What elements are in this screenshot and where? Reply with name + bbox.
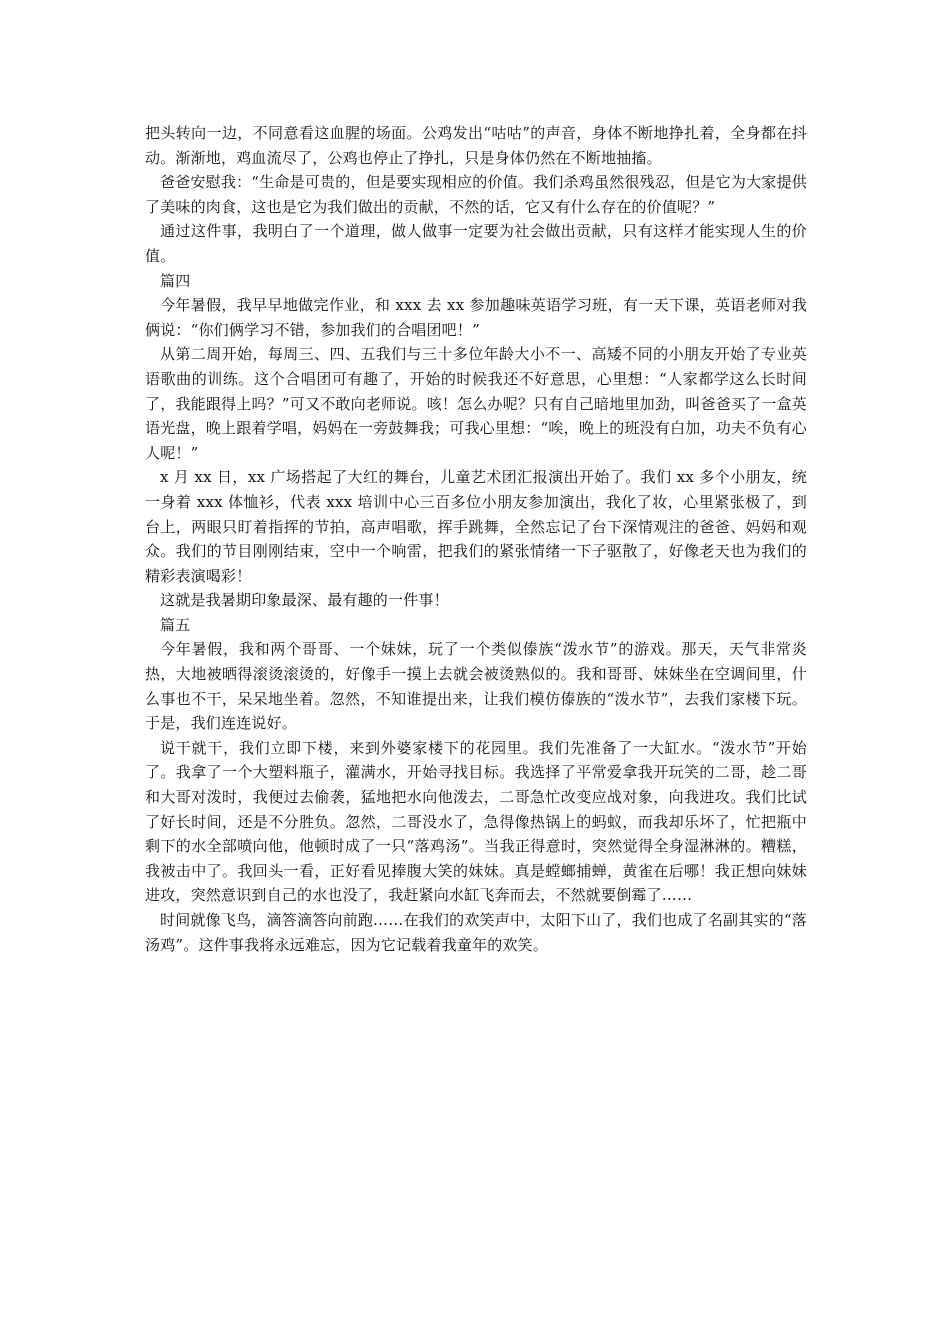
document-body [145,121,807,957]
paragraph-5: 从第二周开始，每周三、四、五我们与三十多位年龄大小不一、高矮不同的小朋友开始了专业英语歌曲的训练。这个合唱团可有趣了，开始的时候我还不好意思，心里想：“人家都学这么长时间了，我能跟得上吗？”可又不敢向老师说。咳！怎么办呢？只有自己暗地里加劲，叫爸爸买了一盒英语光盘，晚上跟着学唱，妈妈在一旁鼓舞我；可我心里想：“唉，晚上的班没有白加，功夫不负有心人呢！” [145,345,807,462]
paragraph-10: 时间就像飞鸟，滴答滴答向前跑……在我们的欢笑声中，太阳下山了，我们也成了名副其实的“落汤鸡”。这件事我将永远难忘，因为它记载着我童年的欢笑。 [145,911,807,954]
paragraph-1: 把头转向一边，不同意看这血腥的场面。公鸡发出“咕咕”的声音，身体不断地挣扎着，全身都在抖动。渐渐地，鸡血流尽了，公鸡也停止了挣扎，只是身体仍然在不断地抽搐。 [145,124,807,167]
paragraph-7: 这就是我暑期印象最深、最有趣的一件事！ [160,591,449,610]
paragraph-6: x 月 xx 日，xx 广场搭起了大红的舞台，儿童艺术团汇报演出开始了。我们 xx 多个小朋友，统一身着 xxx 体恤衫，代表 xxx 培训中心三百多位小朋友参加演出，我化了妆，心里紧张极了，到台上，两眼只盯着指挥的节拍，高声唱歌，挥手跳舞，全然忘记了台下深情观注的爸爸、妈妈和观众。我们的节目刚刚结束，空中一个响雷，把我们的紧张情绪一下子驱散了，好像老天也为我们的精彩表演喝彩！ [145,468,807,585]
section-heading-4: 篇四 [160,271,191,290]
paragraph-8: 今年暑假，我和两个哥哥、一个妹妹，玩了一个类似傣族“泼水节”的游戏。那天，天气非常炎热，大地被晒得滚烫滚烫的，好像手一摸上去就会被烫熟似的。我和哥哥、妹妹坐在空调间里，什么事也不干，呆呆地坐着。忽然，不知谁提出来，让我们模仿傣族的“泼水节”，去我们家楼下玩。于是，我们连连说好。 [145,640,807,733]
paragraph-9: 说干就干，我们立即下楼，来到外婆家楼下的花园里。我们先准备了一大缸水。“泼水节”开始了。我拿了一个大塑料瓶子，灌满水，开始寻找目标。我选择了平常爱拿我开玩笑的二哥，趁二哥和大哥对泼时，我便过去偷袭，猛地把水向他泼去，二哥急忙改变应战对象，向我进攻。我们比试了好长时间，还是不分胜负。忽然，二哥没水了，急得像热锅上的蚂蚁，而我却乐坏了，忙把瓶中剩下的水全部喷向他，他顿时成了一只“落鸡汤”。当我正得意时，突然觉得全身湿淋淋的。糟糕，我被击中了。我回头一看，正好看见捧腹大笑的妹妹。真是螳螂捕蝉，黄雀在后哪！我正想向妹妹进攻，突然意识到自己的水也没了，我赶紧向水缸飞奔而去，不然就要倒霉了…… [145,738,807,905]
paragraph-2: 爸爸安慰我：“生命是可贵的，但是要实现相应的价值。我们杀鸡虽然很残忍，但是它为大家提供了美味的肉食，这也是它为我们做出的贡献，不然的话，它又有什么存在的价值呢？” [145,173,807,216]
paragraph-3: 通过这件事，我明白了一个道理，做人做事一定要为社会做出贡献，只有这样才能实现人生的价值。 [145,222,807,265]
section-heading-5: 篇五 [160,615,191,634]
paragraph-4: 今年暑假，我早早地做完作业，和 xxx 去 xx 参加趣味英语学习班，有一天下课，英语老师对我俩说：“你们俩学习不错，参加我们的合唱团吧！” [145,296,807,339]
